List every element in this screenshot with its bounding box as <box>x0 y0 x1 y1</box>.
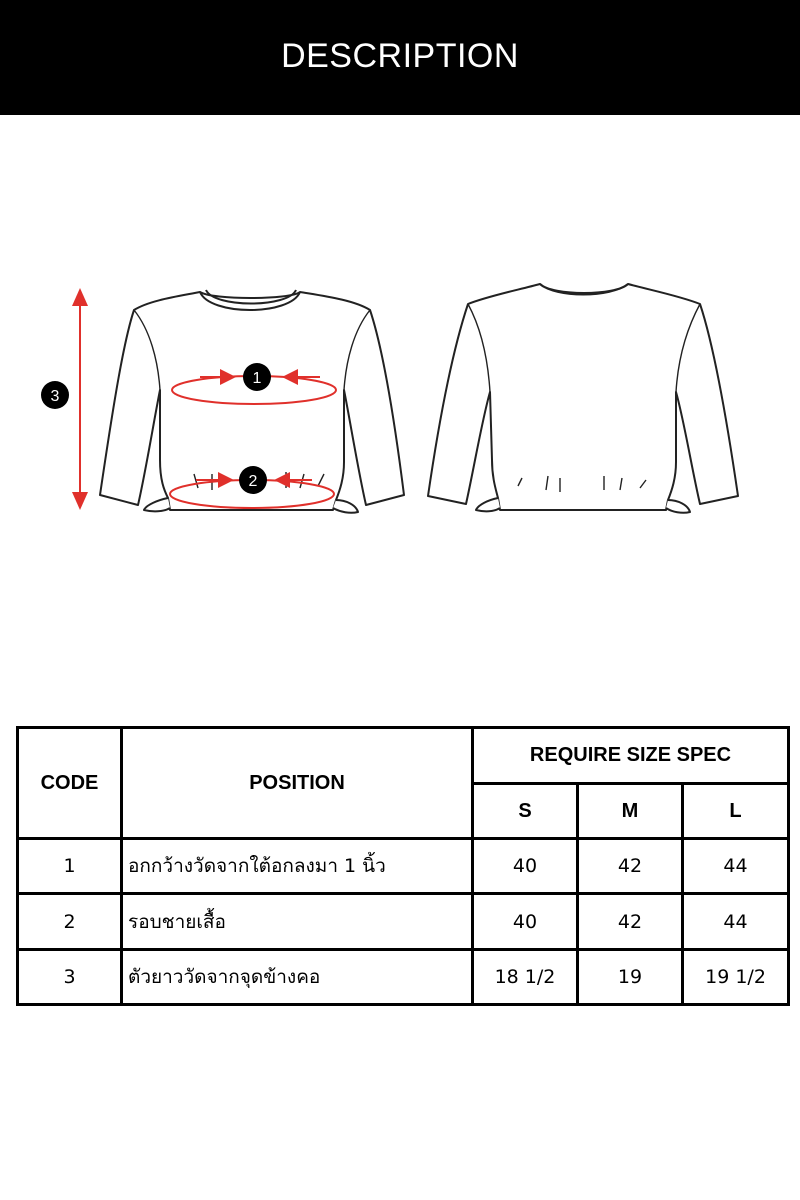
row-position: ตัวยาววัดจากจุดข้างคอ <box>122 950 473 1005</box>
row-code: 2 <box>18 894 122 950</box>
marker-3-badge <box>41 381 69 409</box>
table-row <box>18 894 789 950</box>
row-position: รอบชายเสื้อ <box>122 894 473 950</box>
row-value-m: 42 <box>578 894 683 950</box>
row-value-s: 40 <box>473 894 578 950</box>
size-spec-table <box>16 726 790 1006</box>
row-value-l: 44 <box>683 839 789 894</box>
header-size-l: L <box>683 784 789 839</box>
row-value-s: 40 <box>473 839 578 894</box>
row-position: อกกว้างวัดจากใต้อกลงมา 1 นิ้ว <box>122 839 473 894</box>
table-row <box>18 950 789 1005</box>
table-row <box>18 839 789 894</box>
marker-1-label: 1 <box>252 370 262 387</box>
header-size-spec: REQUIRE SIZE SPEC <box>473 728 789 784</box>
row-code: 3 <box>18 950 122 1005</box>
measure-line-3 <box>72 288 88 510</box>
header-position: POSITION <box>122 728 473 839</box>
marker-1-badge <box>243 363 271 391</box>
row-value-l: 44 <box>683 894 789 950</box>
header-bar <box>0 0 800 115</box>
row-code: 1 <box>18 839 122 894</box>
row-value-m: 42 <box>578 839 683 894</box>
row-value-l: 19 1/2 <box>683 950 789 1005</box>
back-shirt-outline <box>428 284 738 513</box>
marker-2-label: 2 <box>248 473 258 490</box>
row-value-m: 19 <box>578 950 683 1005</box>
page-title: DESCRIPTION <box>281 37 519 75</box>
garment-diagram <box>0 240 800 540</box>
header-size-m: M <box>578 784 683 839</box>
row-value-s: 18 1/2 <box>473 950 578 1005</box>
marker-3-label: 3 <box>50 388 60 405</box>
marker-2-badge <box>239 466 267 494</box>
header-size-s: S <box>473 784 578 839</box>
header-code: CODE <box>18 728 122 839</box>
